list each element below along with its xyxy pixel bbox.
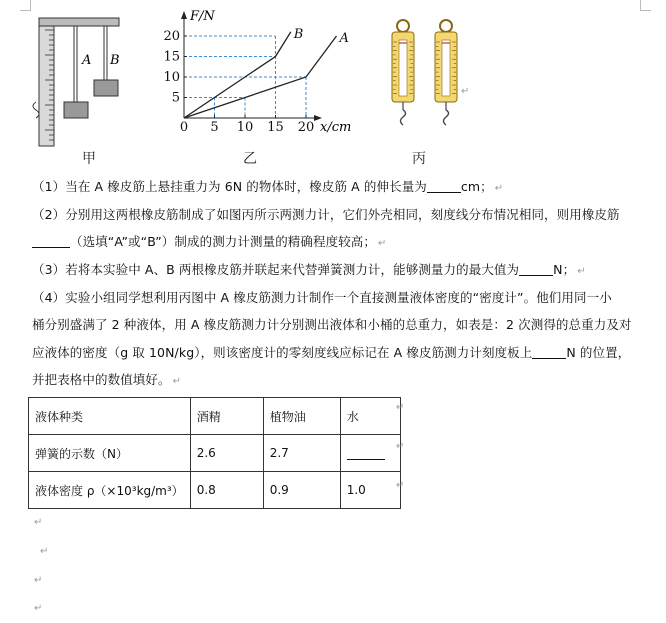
question-2-line-1 (32, 205, 620, 225)
paragraph-mark: ↵ (494, 183, 504, 194)
series-line-b (184, 32, 291, 118)
series-label-a: A (339, 31, 349, 46)
question-4-line-1 (32, 288, 612, 308)
table-header-cell: 液体种类 (29, 398, 191, 435)
answer-blank-q3[interactable] (519, 262, 553, 276)
paragraph-mark: ↵ (34, 603, 43, 614)
paragraph-mark: ↵ (40, 546, 49, 557)
meter-slot (399, 40, 407, 96)
question-3-unit: N； (553, 262, 576, 277)
y-tick-label: 20 (163, 29, 180, 44)
figure-panel (0, 0, 666, 175)
question-4-text-cont: 并把表格中的数值填好。 (32, 372, 171, 387)
question-2-text-cont: （选填“A”或“B”）制成的测力计测量的精确程度较高； (70, 234, 377, 249)
support-beam (39, 18, 119, 26)
break-mark (33, 102, 39, 118)
question-4-line-3 (32, 343, 630, 363)
question-4-line-4 (32, 370, 181, 392)
figure-bing-dynamometers (392, 20, 469, 125)
paragraph-mark: ↵ (34, 517, 43, 528)
meter-ring (440, 20, 452, 32)
table-cell[interactable] (340, 435, 400, 472)
question-3-text: （3）若将本实验中 A、B 两根橡皮筋并联起来代替弹簧测力计，能够测量力的最大值为 (32, 262, 520, 277)
weight-a (64, 102, 88, 118)
meter-slot (442, 40, 450, 96)
question-4-text-cont: 应液体的密度（g 取 10N/kg），则该密度计的零刻度线应标记在 A 橡皮筋测力计刻度板上 (32, 345, 533, 360)
figure-caption-bing: 丙 (412, 151, 426, 167)
answer-blank-q4[interactable] (532, 345, 566, 359)
table-row (29, 398, 401, 435)
label-a: A (82, 53, 92, 68)
question-3 (32, 260, 586, 282)
paragraph-mark: ↵ (378, 238, 387, 249)
answer-blank-q2[interactable] (32, 234, 70, 248)
figure-caption-yi: 乙 (243, 151, 257, 167)
x-tick-label: 10 (236, 120, 254, 135)
x-axis-label: x/cm (320, 120, 352, 135)
x-tick-label: 15 (267, 120, 284, 135)
question-4-line-2 (32, 315, 632, 335)
paragraph-mark: ↵ (172, 376, 182, 387)
table-row (29, 472, 401, 509)
chart-series (184, 27, 349, 118)
row-end-mark: ↵ (396, 480, 405, 491)
series-label-b: B (293, 26, 304, 42)
table-cell: 弹簧的示数（N） (29, 435, 191, 472)
paragraph-mark: ↵ (461, 86, 470, 97)
table-cell: 1.0 (340, 472, 400, 509)
row-end-mark: ↵ (396, 402, 405, 413)
meter-ring (397, 20, 409, 32)
question-2-line-2 (32, 232, 387, 254)
label-b: B (110, 53, 120, 68)
question-4-text-cont: 桶分别盛满了 2 种液体，用 A 橡皮筋测力计分别测出液体和小桶的总重力，如表是：2 次测得的总重力及对 (32, 317, 632, 332)
answer-blank-water[interactable] (347, 446, 385, 460)
question-2-text: （2）分别用这两根橡皮筋制成了如图丙所示两测力计，它们外壳相同，刻度线分布情况相同，则用橡皮筋 (32, 207, 620, 222)
figure-caption-jia: 甲 (82, 151, 96, 167)
row-end-mark: ↵ (396, 441, 405, 452)
y-axis-label: F/N (190, 9, 215, 24)
question-1-text: （1）当在 A 橡皮筋上悬挂重力为 6N 的物体时，橡皮筋 A 的伸长量为 (32, 179, 427, 194)
table-row (29, 435, 401, 472)
paragraph-mark: ↵ (577, 266, 586, 277)
x-tick-label: 5 (210, 120, 219, 135)
y-tick-label: 15 (163, 49, 180, 65)
question-1 (32, 177, 503, 199)
y-tick-label: 10 (163, 70, 180, 85)
meter-hook (401, 110, 406, 125)
answer-blank-q1[interactable] (427, 179, 461, 193)
table-cell: 0.9 (263, 472, 340, 509)
table-header-cell: 植物油 (263, 398, 340, 435)
question-4-unit: N 的位置， (566, 345, 631, 360)
table-cell: 2.7 (263, 435, 340, 472)
table-header-cell: 水 (340, 398, 400, 435)
table-cell: 2.6 (190, 435, 263, 472)
meter-hook (444, 110, 449, 125)
y-axis-arrow (181, 11, 187, 19)
table-cell: 液体密度 ρ（×10³kg/m³） (29, 472, 191, 509)
x-tick-label: 20 (297, 120, 315, 135)
question-1-unit: cm； (460, 179, 493, 194)
question-4-text: （4）实验小组同学想利用丙图中 A 橡皮筋测力计制作一个直接测量液体密度的“密度计”。他们用同一小 (32, 290, 612, 305)
density-table (28, 397, 401, 509)
x-tick-label: 0 (179, 120, 189, 135)
weight-b (94, 80, 118, 96)
force-extension-chart (163, 9, 351, 135)
ruler-board (39, 18, 54, 146)
table-cell: 0.8 (190, 472, 263, 509)
paragraph-mark: ↵ (34, 575, 43, 586)
figure-jia-apparatus (33, 18, 120, 146)
table-header-cell: 酒精 (190, 398, 263, 435)
y-tick-label: 5 (171, 90, 180, 106)
